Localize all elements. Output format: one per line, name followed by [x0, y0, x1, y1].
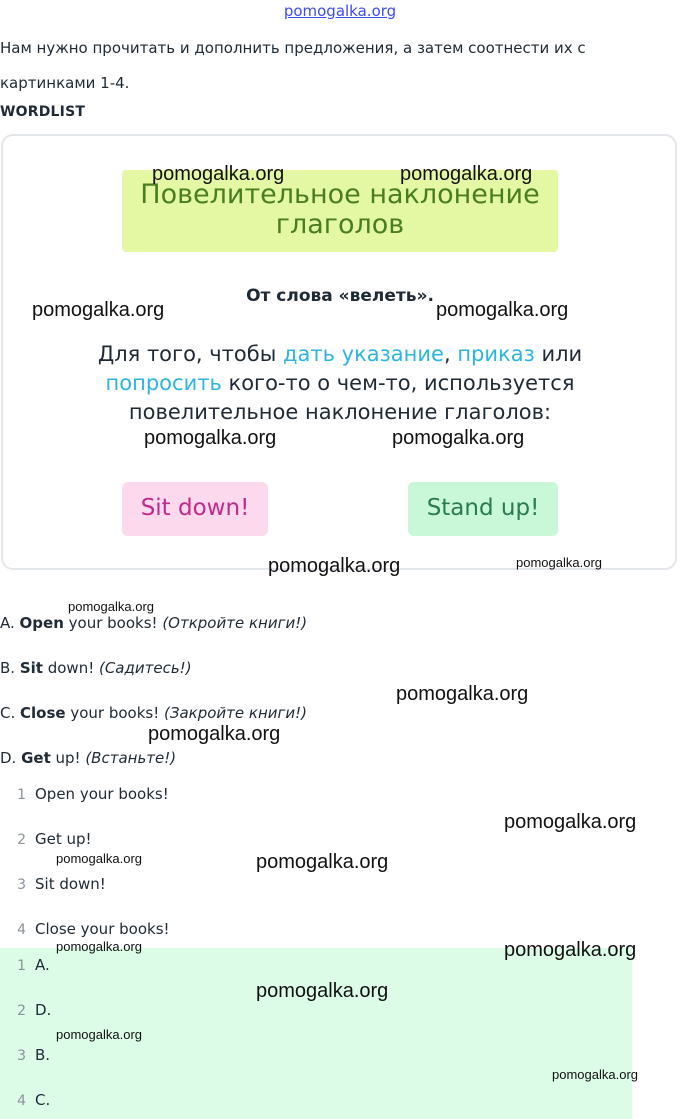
sentence-translation: (Откройте книги!) — [162, 614, 308, 632]
explain-part: или — [534, 342, 583, 366]
watermark: pomogalka.org — [152, 163, 285, 185]
sentence-translation: (Закройте книги!) — [164, 704, 308, 722]
watermark: pomogalka.org — [400, 163, 533, 185]
picture-number: 4 — [17, 922, 26, 938]
sentence-rest: down! — [42, 659, 99, 677]
explanation-text — [60, 340, 620, 427]
watermark: pomogalka.org — [256, 980, 389, 1002]
sentence-verb: Close — [20, 704, 66, 722]
picture-caption: Open your books! — [35, 785, 169, 803]
picture-number: 1 — [17, 787, 26, 803]
watermark: pomogalka.org — [392, 427, 525, 449]
highlight-instruction: дать указание — [282, 342, 444, 366]
wordlist-heading: WORDLIST — [0, 104, 86, 120]
sentence-rest: up! — [50, 749, 86, 767]
watermark: pomogalka.org — [516, 555, 602, 570]
sentence-letter: B. — [0, 659, 20, 677]
sentence-verb: Get — [21, 749, 51, 767]
watermark: pomogalka.org — [56, 939, 142, 954]
highlight-order: приказ — [457, 342, 535, 366]
sentence-rest: your books! — [65, 704, 165, 722]
sentence-rest: your books! — [63, 614, 163, 632]
watermark: pomogalka.org — [144, 427, 277, 449]
example-stand-up: Stand up! — [408, 482, 558, 536]
site-link[interactable]: pomogalka.org — [283, 2, 397, 20]
sentence-letter: A. — [0, 614, 20, 632]
watermark: pomogalka.org — [56, 1027, 142, 1042]
sentence-c — [0, 704, 307, 722]
watermark: pomogalka.org — [56, 851, 142, 866]
sentence-letter: D. — [0, 749, 22, 767]
picture-number: 3 — [17, 877, 26, 893]
watermark: pomogalka.org — [148, 723, 281, 745]
sentence-b — [0, 659, 192, 677]
answer-letter: B. — [35, 1046, 51, 1064]
from-word-note: От слова «велеть». — [246, 286, 434, 306]
sentence-a — [0, 614, 307, 632]
watermark: pomogalka.org — [268, 555, 401, 577]
picture-caption: Sit down! — [35, 875, 106, 893]
watermark: pomogalka.org — [32, 299, 165, 321]
picture-caption: Close your books! — [35, 920, 170, 938]
answer-number: 3 — [17, 1048, 26, 1064]
example-sit-down: Sit down! — [122, 482, 268, 536]
watermark: pomogalka.org — [256, 851, 389, 873]
task-intro: Нам нужно прочитать и дополнить предложения, а затем соотнести их с картинками 1-4. — [0, 39, 586, 92]
watermark: pomogalka.org — [436, 299, 569, 321]
sentence-translation: (Садитесь!) — [98, 659, 192, 677]
sentence-verb: Sit — [19, 659, 43, 677]
sentence-letter: C. — [0, 704, 21, 722]
watermark: pomogalka.org — [396, 683, 529, 705]
sentence-translation: (Встаньте!) — [85, 749, 177, 767]
explain-part: , — [443, 342, 458, 366]
answer-number: 1 — [17, 958, 26, 974]
picture-caption: Get up! — [35, 830, 92, 848]
watermark: pomogalka.org — [552, 1067, 638, 1082]
explain-part: Для того, чтобы — [97, 342, 283, 366]
watermark: pomogalka.org — [504, 939, 637, 961]
sentence-verb: Open — [19, 614, 64, 632]
answer-letter: C. — [35, 1091, 51, 1109]
answer-letter: A. — [35, 956, 50, 974]
answer-number: 2 — [17, 1003, 26, 1019]
answer-number: 4 — [17, 1093, 26, 1109]
watermark: pomogalka.org — [504, 811, 637, 833]
picture-number: 2 — [17, 832, 26, 848]
highlight-ask: попросить — [105, 371, 222, 395]
card-title: Повелительное наклонение глаголов — [140, 179, 540, 240]
answer-letter: D. — [35, 1001, 52, 1019]
sentence-d — [0, 749, 176, 767]
explain-part: кого-то о чем-то, используется повелительное наклонение глаголов: — [128, 371, 575, 424]
watermark: pomogalka.org — [68, 599, 154, 614]
